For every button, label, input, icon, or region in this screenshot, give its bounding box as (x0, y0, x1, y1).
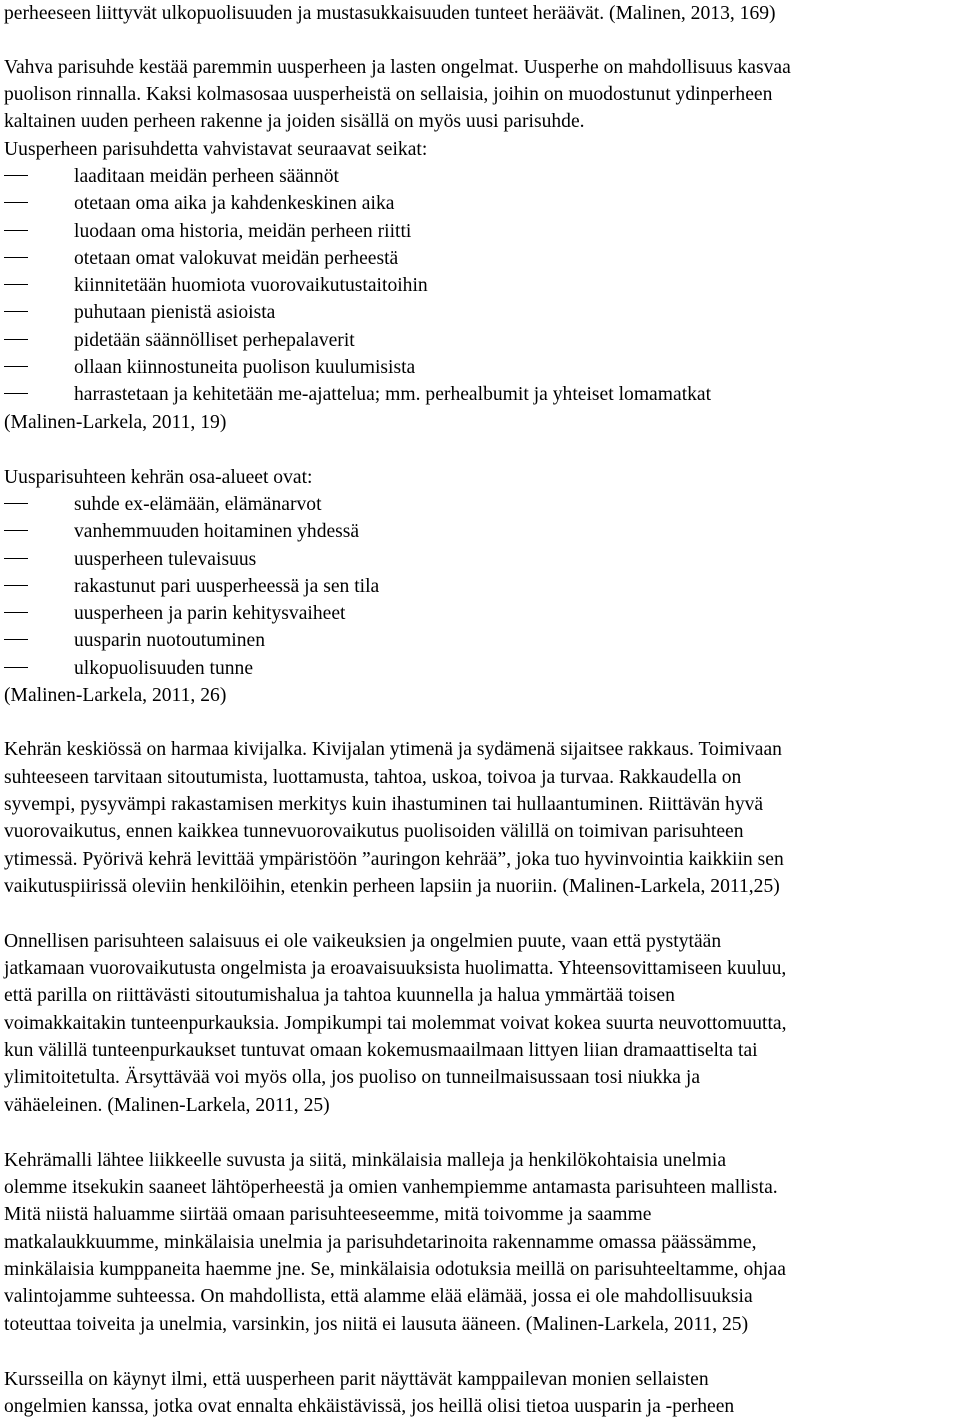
list-item: luodaan oma historia, meidän perheen riitti (4, 218, 28, 245)
dash-icon (4, 339, 28, 340)
list-item: pidetään säännölliset perhepalaverit (4, 327, 28, 354)
list-item: laaditaan meidän perheen säännöt (4, 163, 28, 190)
list-heading: Uusparisuhteen kehrän osa-alueet ovat: (4, 467, 313, 488)
dash-icon (4, 558, 28, 559)
text-line: Mitä niistä haluamme siirtää omaan parisuhteeseemme, mitä toivomme ja saamme (4, 1204, 652, 1225)
list-item: otetaan oma aika ja kahdenkeskinen aika (4, 190, 28, 217)
text-line: Kehrämalli lähtee liikkeelle suvusta ja siitä, minkälaisia malleja ja henkilökohtaisia unelmia (4, 1150, 727, 1171)
text-line: vuorovaikutus, ennen kaikkea tunnevuorovaikutus puolisoiden välillä on toimivan parisuhteen (4, 821, 744, 842)
dash-icon (4, 175, 28, 176)
text-line: minkälaisia kumppaneita haemme jne. Se, minkälaisia odotuksia meillä on parisuhteeltamme, ohjaa (4, 1259, 786, 1280)
text-line: Kehrän keskiössä on harmaa kivijalka. Kivijalan ytimenä ja sydämenä sijaitsee rakkaus. Toimivaan (4, 739, 782, 760)
text-line: vaikutuspiirissä oleviin henkilöihin, etenkin perheen lapsiin ja nuoriin. (Malinen-Larkela, 2011,25) (4, 876, 780, 897)
text-line: puolison rinnalla. Kaksi kolmasosaa uusperheistä on sellaisia, joihin on muodostunut ydinperheen (4, 84, 773, 105)
dash-icon (4, 530, 28, 531)
text-line: voimakkaitakin tunteenpurkauksia. Jompikumpi tai molemmat voivat kokea suurta neuvottomuutta, (4, 1013, 787, 1034)
dash-icon (4, 639, 28, 640)
list-item: ollaan kiinnostuneita puolison kuulumisista (4, 354, 28, 381)
dash-icon (4, 311, 28, 312)
text-line: vähäeleinen. (Malinen-Larkela, 2011, 25) (4, 1095, 330, 1116)
list-item: uusparin nuotoutuminen (4, 627, 28, 654)
list-item: puhutaan pienistä asioista (4, 299, 28, 326)
citation: (Malinen-Larkela, 2011, 26) (4, 685, 227, 706)
text-line: matkalaukkuumme, minkälaisia unelmia ja parisuhdetarinoita rakennamme omassa päässämme, (4, 1232, 757, 1253)
dash-icon (4, 667, 28, 668)
text-line: valintojamme suhteessa. On mahdollista, että alamme elää elämää, jossa ei ole mahdollisuuksia (4, 1286, 753, 1307)
list-item: ulkopuolisuuden tunne (4, 655, 28, 682)
text-line: kun välillä tunteenpurkaukset tuntuvat omaan kokemusmaailmaan littyen liian dramaattiselta tai (4, 1040, 758, 1061)
text-line: ongelmien kanssa, jotka ovat ennalta ehkäistävissä, jos heillä olisi tietoa uusparin ja -perheen (4, 1396, 735, 1417)
text-line: perheeseen liittyvät ulkopuolisuuden ja mustasukkaisuuden tunteet heräävät. (Malinen, 2013, 169) (4, 3, 776, 24)
dash-icon (4, 393, 28, 394)
list-item: kiinnitetään huomiota vuorovaikutustaitoihin (4, 272, 28, 299)
list-item: vanhemmuuden hoitaminen yhdessä (4, 518, 28, 545)
text-line: toteuttaa toiveita ja unelmia, varsinkin, jos niitä ei lausuta ääneen. (Malinen-Larkela, 2011, 25) (4, 1314, 749, 1335)
dash-icon (4, 612, 28, 613)
text-line: Onnellisen parisuhteen salaisuus ei ole vaikeuksien ja ongelmien puute, vaan että pystytään (4, 931, 722, 952)
text-line: ylimitoitetulta. Ärsyttävää voi myös olla, jos puoliso on tunneilmaisussaan tosi niukka ja (4, 1067, 701, 1088)
text-line: suhteeseen tarvitaan sitoutumista, luottamusta, tahtoa, uskoa, toivoa ja turvaa. Rakkaudella on (4, 767, 742, 788)
list-item: rakastunut pari uusperheessä ja sen tila (4, 573, 28, 600)
citation: (Malinen-Larkela, 2011, 19) (4, 412, 227, 433)
dash-icon (4, 366, 28, 367)
list-item: otetaan omat valokuvat meidän perheestä (4, 245, 28, 272)
text-line: Kursseilla on käynyt ilmi, että uusperheen parit näyttävät kamppailevan monien sellaisten (4, 1369, 709, 1390)
text-line: ytimessä. Pyörivä kehrä levittää ympäristöön ”auringon kehrää”, joka tuo hyvinvointia kaikkiin sen (4, 849, 784, 870)
dash-icon (4, 202, 28, 203)
list-item: suhde ex-elämään, elämänarvot (4, 491, 28, 518)
list-item: uusperheen ja parin kehitysvaiheet (4, 600, 28, 627)
text-line: Vahva parisuhde kestää paremmin uusperheen ja lasten ongelmat. Uusperhe on mahdollisuus kasvaa (4, 57, 791, 78)
list-item: harrastetaan ja kehitetään me-ajattelua; mm. perhealbumit ja yhteiset lomamatkat (4, 381, 28, 408)
text-line: olemme itsekukin saaneet lähtöperheestä ja omien vanhempiemme antamasta parisuhteen mallista. (4, 1177, 778, 1198)
dash-icon (4, 257, 28, 258)
text-line: jatkamaan vuorovaikutusta ongelmista ja eroavaisuuksista huolimatta. Yhteensovittamiseen kuuluu, (4, 958, 787, 979)
list-heading: Uusperheen parisuhdetta vahvistavat seuraavat seikat: (4, 139, 428, 160)
dash-icon (4, 503, 28, 504)
dash-icon (4, 230, 28, 231)
list-item: uusperheen tulevaisuus (4, 546, 28, 573)
dash-icon (4, 585, 28, 586)
dash-icon (4, 284, 28, 285)
text-line: kaltainen uuden perheen rakenne ja joiden sisällä on myös uusi parisuhde. (4, 111, 585, 132)
text-line: syvempi, pysyvämpi rakastamisen merkitys kuin ihastuminen tai hullaantuminen. Riittävän hyvä (4, 794, 764, 815)
text-line: että parilla on riittävästi sitoutumishalua ja tahtoa kuunnella ja halua ymmärtää toisen (4, 985, 675, 1006)
